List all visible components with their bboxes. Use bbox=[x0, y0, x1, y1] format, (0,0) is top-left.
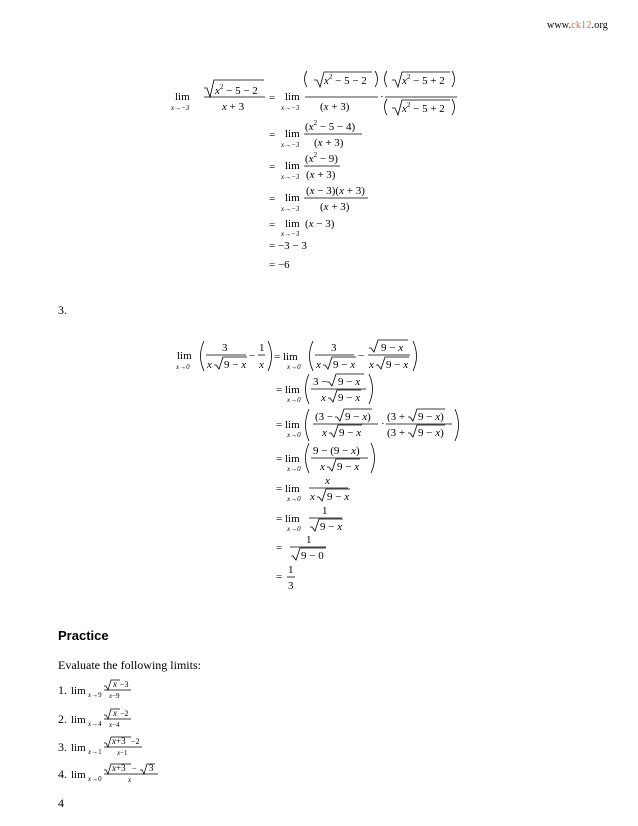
svg-text:lim: lim bbox=[285, 128, 300, 140]
svg-text:(x2 − 9): $(x^2 - 9)$ bbox=[305, 151, 338, 165]
svg-text:9 − x: 9 − x bbox=[327, 491, 350, 503]
url-suffix: .org bbox=[591, 20, 608, 31]
svg-text:x+3: x+3 bbox=[112, 763, 126, 773]
lim-operator: lim bbox=[175, 91, 190, 103]
svg-text:lim: lim bbox=[285, 160, 300, 172]
svg-text:x: x bbox=[128, 776, 132, 784]
svg-text:3: 3 bbox=[149, 763, 154, 773]
url-prefix: www. bbox=[546, 20, 572, 31]
svg-text:3 −: 3 − bbox=[313, 376, 328, 388]
svg-text:= −3 − 3: = −3 − 3 bbox=[269, 240, 307, 252]
svg-text:x: x bbox=[259, 359, 264, 371]
svg-text:1: 1 bbox=[306, 534, 312, 546]
svg-text:9 − x: 9 − x bbox=[338, 392, 361, 404]
svg-text:−: − bbox=[132, 764, 137, 773]
svg-text:x→0: x→0 bbox=[287, 363, 301, 371]
svg-text:lim: lim bbox=[177, 350, 192, 362]
svg-text:lim: lim bbox=[71, 714, 86, 726]
svg-text:x→−3: x→−3 bbox=[281, 141, 300, 149]
svg-text:=: = bbox=[269, 161, 276, 173]
svg-text:= lim: = lim bbox=[276, 384, 300, 396]
svg-text:=: = bbox=[276, 542, 283, 554]
svg-text:=: = bbox=[269, 129, 276, 141]
svg-text:(3 +: (3 + bbox=[387, 411, 406, 423]
svg-text:(x2 − 5 − 4): $(x^2 - 5 - 4)$ bbox=[305, 119, 356, 133]
svg-text:3: 3 bbox=[331, 342, 337, 354]
svg-text:9 − x): 9 − x) bbox=[345, 411, 371, 423]
svg-text:lim: lim bbox=[71, 742, 86, 754]
svg-text:= lim: = lim bbox=[276, 483, 300, 495]
svg-text:3: 3 bbox=[288, 580, 294, 592]
svg-text:x2 − 5 + 2: $x^2 - 5 + 2$ bbox=[402, 73, 445, 87]
svg-text:3: 3 bbox=[222, 342, 228, 354]
svg-text:·: · bbox=[380, 91, 384, 103]
svg-text:1: 1 bbox=[322, 505, 328, 517]
section-number: 3. bbox=[58, 303, 67, 317]
svg-text:x→−3: x→−3 bbox=[281, 205, 300, 213]
svg-text:x→−3: x→−3 bbox=[281, 173, 300, 181]
svg-text:x→0: x→0 bbox=[287, 495, 301, 503]
svg-text:= lim: = lim bbox=[276, 513, 300, 525]
svg-text:(x − 3): (x − 3) bbox=[305, 218, 335, 230]
svg-text:9 − (9 − x): 9 − (9 − x) bbox=[313, 445, 360, 457]
svg-text:x: x bbox=[325, 475, 330, 487]
svg-text:9 − x: 9 − x bbox=[320, 521, 343, 533]
problem-3-number: 3. bbox=[58, 740, 67, 754]
problem-2-number: 2. bbox=[58, 712, 67, 726]
svg-text:lim: lim bbox=[285, 192, 300, 204]
svg-text:(x + 3): (x + 3) bbox=[320, 201, 350, 213]
svg-text:=: = bbox=[269, 193, 276, 205]
svg-text:9 − 0: 9 − 0 bbox=[301, 550, 324, 562]
svg-text:x→9: x→9 bbox=[88, 691, 102, 699]
practice-intro: Evaluate the following limits: bbox=[58, 658, 201, 672]
svg-text:1: 1 bbox=[288, 564, 294, 576]
svg-text:−3: −3 bbox=[120, 680, 129, 689]
svg-text:x→−3: x→−3 bbox=[281, 230, 300, 238]
svg-text:x: x bbox=[316, 359, 321, 371]
svg-text:x + 3: x + 3 bbox=[222, 101, 245, 113]
svg-text:9 − x: 9 − x bbox=[339, 427, 362, 439]
svg-text:x−9: x−9 bbox=[109, 692, 120, 700]
svg-text:(x + 3): (x + 3) bbox=[320, 101, 350, 113]
svg-text:·: · bbox=[381, 418, 385, 430]
svg-text:= −6: = −6 bbox=[269, 259, 290, 271]
svg-text:9 − x: 9 − x bbox=[224, 359, 247, 371]
svg-text:(3 −: (3 − bbox=[315, 411, 334, 423]
svg-text:−2: −2 bbox=[120, 709, 129, 718]
svg-text:x: x bbox=[321, 392, 326, 404]
svg-text:x: x bbox=[310, 491, 315, 503]
svg-text:x−4: x−4 bbox=[109, 721, 120, 729]
svg-text:(x + 3): (x + 3) bbox=[306, 169, 336, 181]
svg-text:1: 1 bbox=[259, 342, 265, 354]
svg-text:x→0: x→0 bbox=[287, 396, 301, 404]
problem-1-number: 1. bbox=[58, 683, 67, 697]
url-brand: ck12 bbox=[571, 20, 592, 31]
svg-text:x→0: x→0 bbox=[287, 431, 301, 439]
svg-text:x: x bbox=[369, 359, 374, 371]
svg-text:−2: −2 bbox=[131, 737, 140, 746]
svg-text:x→0: x→0 bbox=[287, 525, 301, 533]
page-number: 4 bbox=[58, 796, 64, 810]
problem-4-number: 4. bbox=[58, 767, 67, 781]
svg-text:x: x bbox=[113, 679, 117, 689]
svg-text:−: − bbox=[358, 350, 365, 362]
svg-text:lim: lim bbox=[285, 218, 300, 230]
svg-text:(x − 3)(x + 3): (x − 3)(x + 3) bbox=[306, 185, 365, 197]
svg-text:=: = bbox=[269, 92, 276, 104]
svg-text:x→0: x→0 bbox=[287, 465, 301, 473]
svg-text:= lim: = lim bbox=[274, 351, 298, 363]
svg-text:x: x bbox=[113, 708, 117, 718]
svg-text:lim: lim bbox=[71, 685, 86, 697]
svg-text:=: = bbox=[269, 219, 276, 231]
svg-text:(x + 3): (x + 3) bbox=[314, 137, 344, 149]
svg-text:= lim: = lim bbox=[276, 453, 300, 465]
svg-text:9 − x: 9 − x bbox=[338, 376, 361, 388]
svg-text:= lim: = lim bbox=[276, 419, 300, 431]
svg-text:x−1: x−1 bbox=[117, 749, 128, 757]
practice-heading: Practice bbox=[58, 628, 109, 643]
svg-text:9 − x: 9 − x bbox=[386, 359, 409, 371]
svg-text:lim: lim bbox=[71, 769, 86, 781]
svg-text:x: x bbox=[207, 359, 212, 371]
svg-text:x: x bbox=[322, 427, 327, 439]
svg-text:x→−3: x→−3 bbox=[281, 104, 300, 112]
svg-text:lim: lim bbox=[285, 91, 300, 103]
svg-text:9 − x: 9 − x bbox=[333, 359, 356, 371]
svg-text:x→0: x→0 bbox=[88, 775, 102, 783]
svg-text:x2 − 5 − 2: $x^2 - 5 - 2$ bbox=[324, 73, 367, 87]
svg-text:9 − x: 9 − x bbox=[381, 342, 404, 354]
svg-text:x→−3: x→−3 bbox=[171, 104, 190, 112]
svg-text:x→4: x→4 bbox=[88, 720, 102, 728]
svg-text:=: = bbox=[276, 571, 283, 583]
svg-text:x2 − 5 − 2: $x^2 - 5 - 2$ bbox=[215, 83, 258, 97]
svg-text:x2 − 5 + 2: $x^2 - 5 + 2$ bbox=[402, 101, 445, 115]
svg-text:9 − x): 9 − x) bbox=[418, 411, 444, 423]
svg-text:9 − x): 9 − x) bbox=[418, 427, 444, 439]
svg-text:(3 +: (3 + bbox=[387, 427, 406, 439]
svg-text:9 − x: 9 − x bbox=[337, 461, 360, 473]
svg-text:x+3: x+3 bbox=[112, 736, 126, 746]
svg-text:−: − bbox=[249, 350, 256, 362]
svg-text:x→1: x→1 bbox=[88, 748, 102, 756]
svg-text:x: x bbox=[320, 461, 325, 473]
svg-text:x→0: x→0 bbox=[176, 363, 190, 371]
